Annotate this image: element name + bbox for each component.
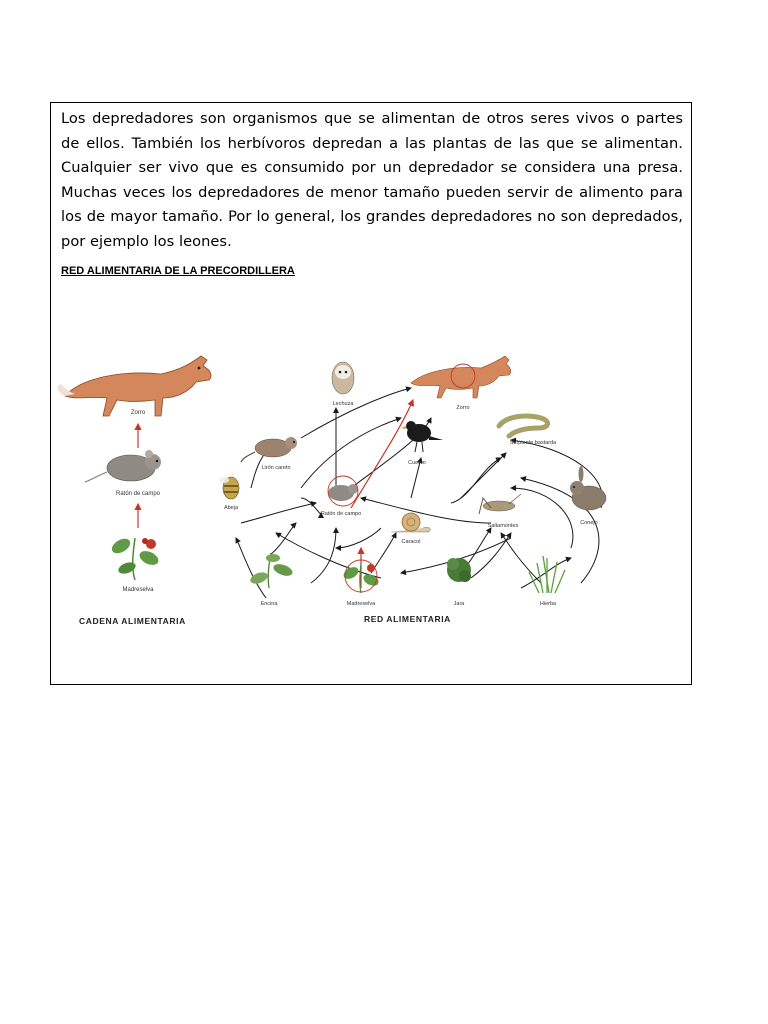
web-fox-illustration [411, 356, 511, 398]
chain-label-raton: Ratón de campo [115, 491, 161, 497]
web-label-saltamontes: Saltamontes [487, 523, 519, 529]
chain-fox-illustration [58, 356, 211, 416]
web-label-liron: Lirón careto [261, 465, 291, 471]
oak-illustration [249, 553, 294, 588]
grass-illustration [529, 556, 565, 593]
web-label-encina: Encina [260, 601, 278, 607]
web-label-caracol: Caracol [401, 539, 421, 545]
content-box [50, 102, 692, 685]
web-caption: RED ALIMENTARIA [364, 614, 451, 624]
intro-paragraph: Los depredadores son organismos que se alimentan de otros seres vivos o partes de ellos. También los herbívoros depredan a las plantas de las que se alimentan. Cualquier ser vivo que es consumido por un depredador se considera una presa. Muchas veces los depredadores de menor tamaño pueden servir de alimento para los de mayor tamaño. Por lo general, los grandes depredadores no son depredados, por ejemplo los leones. [61, 110, 683, 250]
web-label-abeja: Abeja [223, 505, 239, 511]
owl-illustration [332, 362, 354, 394]
chain-label-zorro: Zorro [130, 410, 146, 416]
chain-caption: CADENA ALIMENTARIA [79, 616, 186, 626]
chain-honeysuckle-illustration [109, 536, 160, 580]
rockrose-illustration [447, 558, 471, 582]
chain-label-madreselva: Madreselva [122, 587, 154, 593]
grasshopper-illustration [479, 494, 521, 514]
web-label-jara: Jara [453, 601, 465, 607]
web-label-cuervo: Cuervo [408, 460, 426, 466]
web-mouse-illustration [328, 476, 358, 506]
web-label-zorro: Zorro [456, 405, 470, 411]
snail-illustration [391, 513, 430, 532]
snake-illustration [499, 416, 548, 436]
dormouse-illustration [241, 437, 297, 462]
crow-illustration [401, 421, 443, 452]
bee-illustration [219, 477, 239, 499]
web-label-lechuza: Lechuza [332, 401, 354, 407]
web-label-madreselva: Madreselva [346, 601, 376, 607]
section-heading: RED ALIMENTARIA DE LA PRECORDILLERA [61, 265, 295, 277]
chain-mouse-illustration [85, 450, 161, 482]
web-label-serpiente: Serpiente bastarda [509, 440, 557, 446]
web-label-hierba: Hierba [539, 601, 557, 607]
food-web-figure [51, 348, 693, 648]
web-label-conejo: Conejo [580, 520, 598, 526]
web-label-raton: Ratón de campo [320, 511, 362, 517]
web-red-arrow-raton-lechuza [351, 400, 413, 508]
